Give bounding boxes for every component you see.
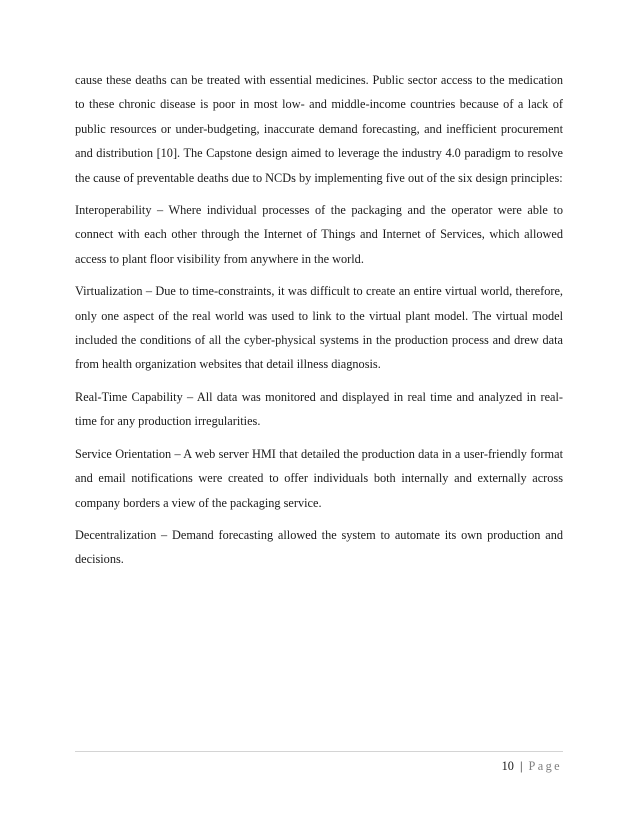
page-number: 10 xyxy=(501,759,514,773)
footer-separator: | xyxy=(519,759,523,773)
paragraph-virtualization: Virtualization – Due to time-constraints, it was difficult to create an entire virtual world, therefore, only one aspect of the real world was used to link to the virtual plant model. The virtual model included the conditions of all the cyber-physical systems in the production process and drew data from health organization websites that detail illness diagnosis. xyxy=(75,284,563,372)
footer-divider xyxy=(75,751,563,752)
paragraph-service-orientation: Service Orientation – A web server HMI that detailed the production data in a user-friendly format and email notifications were created to offer individuals both internally and externally across company borders a view of the packaging service. xyxy=(75,446,563,510)
paragraph-continuation: cause these deaths can be treated with essential medicines. Public sector access to the medication to these chronic disease is poor in most low- and middle-income countries because of a lack of public resources or under-budgeting, inaccurate demand forecasting, and inefficient procurement and distribution [10]. The Capstone design aimed to leverage the industry 4.0 paradigm to resolve the cause of preventable deaths due to NCDs by implementing five out of the six design principles: xyxy=(75,73,563,185)
paragraph-decentralization: Decentralization – Demand forecasting allowed the system to automate its own production and decisions. xyxy=(75,527,563,567)
paragraph-interoperability: Interoperability – Where individual processes of the packaging and the operator were able to connect with each other through the Internet of Things and Internet of Services, which allowed access to plant floor visibility from anywhere in the world. xyxy=(75,203,563,266)
page-footer xyxy=(502,758,562,774)
paragraph-real-time-capability: Real-Time Capability – All data was monitored and displayed in real time and analyzed in real-time for any production irregularities. xyxy=(75,389,563,429)
page-label: Page xyxy=(528,759,562,773)
body-text xyxy=(75,68,563,580)
